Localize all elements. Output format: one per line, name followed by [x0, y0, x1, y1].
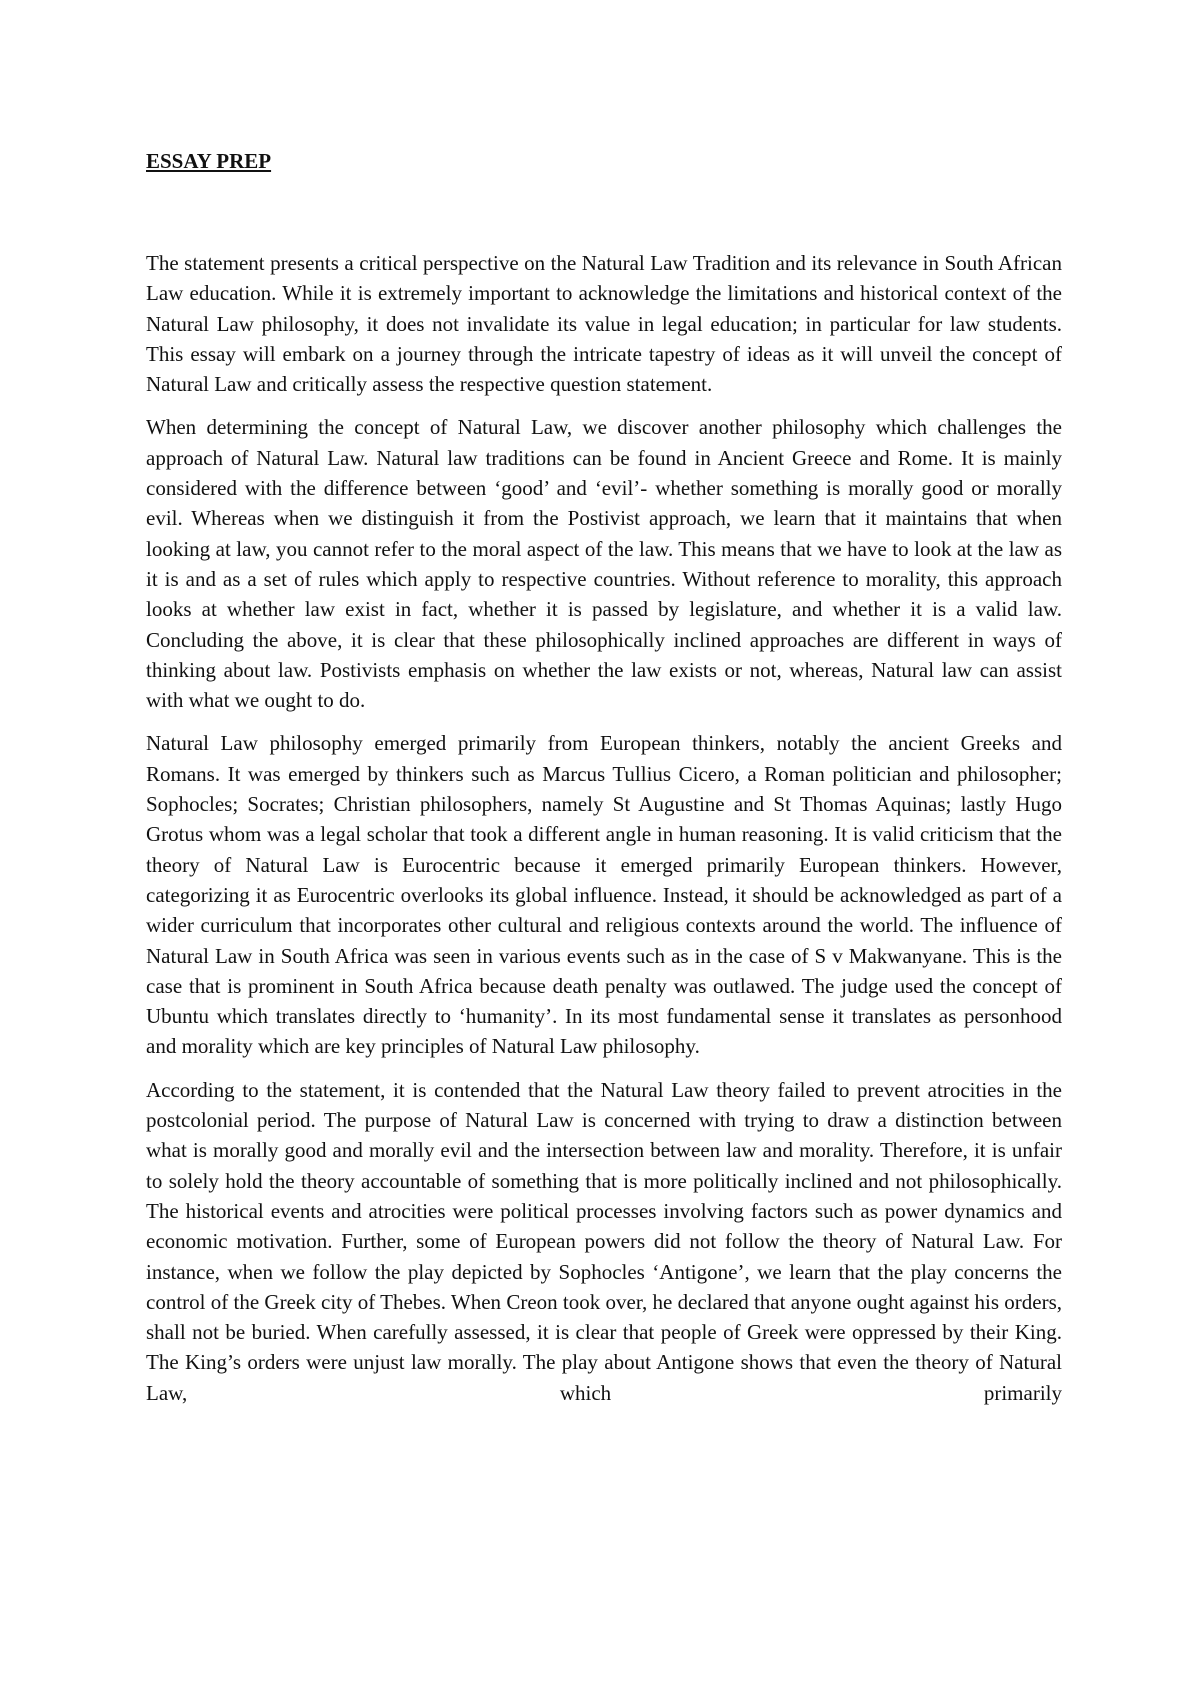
- paragraph-natural-law-concept: When determining the concept of Natural Law, we discover another philosophy which challenges the approach of Natural Law. Natural law traditions can be found in Ancient Greece and Rome. It is mainly considered with the difference between ‘good’ and ‘evil’- whether something is morally good or morally evil. Whereas when we distinguish it from the Postivist approach, we learn that it maintains that when looking at law, you cannot refer to the moral aspect of the law. This means that we have to look at the law as it is and as a set of rules which apply to respective countries. Without reference to morality, this approach looks at whether law exist in fact, whether it is passed by legislature, and whether it is a valid law. Concluding the above, it is clear that these philosophically inclined approaches are different in ways of thinking about law. Postivists emphasis on whether the law exists or not, whereas, Natural law can assist with what we ought to do.: [146, 415, 1062, 713]
- paragraph-introduction: The statement presents a critical perspective on the Natural Law Tradition and its relevance in South African Law education. While it is extremely important to acknowledge the limitations and historical context of the Natural Law philosophy, it does not invalidate its value in legal education; in particular for law students. This essay will embark on a journey through the intricate tapestry of ideas as it will unveil the concept of Natural Law and critically assess the respective question statement.: [146, 251, 1062, 397]
- essay-heading: ESSAY PREP: [146, 149, 272, 173]
- document-body: [146, 146, 1062, 1421]
- paragraph-eurocentric-criticism: Natural Law philosophy emerged primarily from European thinkers, notably the ancient Greeks and Romans. It was emerged by thinkers such as Marcus Tullius Cicero, a Roman politician and philosopher; Sophocles; Socrates; Christian philosophers, namely St Augustine and St Thomas Aquinas; lastly Hugo Grotus whom was a legal scholar that took a different angle in human reasoning. It is valid criticism that the theory of Natural Law is Eurocentric because it emerged primarily European thinkers. However, categorizing it as Eurocentric overlooks its global influence. Instead, it should be acknowledged as part of a wider curriculum that incorporates other cultural and religious contexts around the world. The influence of Natural Law in South Africa was seen in various events such as in the case of S v Makwanyane. This is the case that is prominent in South Africa because death penalty was outlawed. The judge used the concept of Ubuntu which translates directly to ‘humanity’. In its most fundamental sense it translates as personhood and morality which are key principles of Natural Law philosophy.: [146, 731, 1062, 1059]
- paragraph-postcolonial-atrocities: According to the statement, it is contended that the Natural Law theory failed to prevent atrocities in the postcolonial period. The purpose of Natural Law is concerned with trying to draw a distinction between what is morally good and morally evil and the intersection between law and morality. Therefore, it is unfair to solely hold the theory accountable of something that is more politically inclined and not philosophically. The historical events and atrocities were political processes involving factors such as power dynamics and economic motivation. Further, some of European powers did not follow the theory of Natural Law. For instance, when we follow the play depicted by Sophocles ‘Antigone’, we learn that the play concerns the control of the Greek city of Thebes. When Creon took over, he declared that anyone ought against his orders, shall not be buried. When carefully assessed, it is clear that people of Greek were oppressed by their King. The King’s orders were unjust law morally. The play about Antigone shows that even the theory of Natural Law, which primarily: [146, 1077, 1062, 1405]
